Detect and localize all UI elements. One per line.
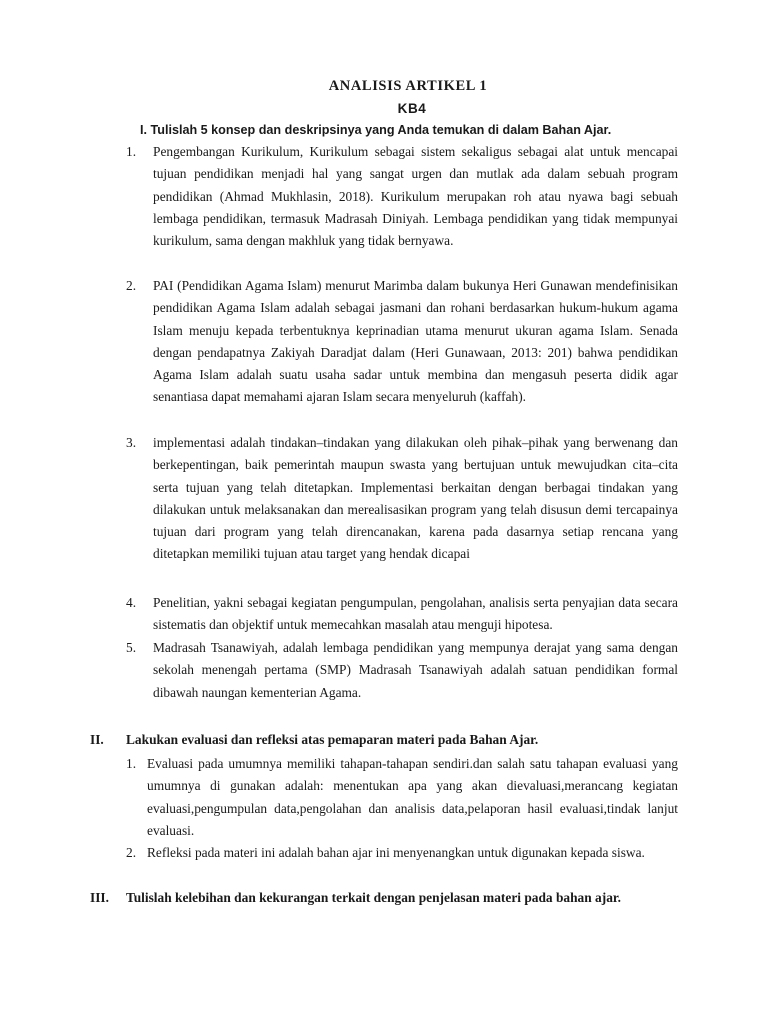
section-1-heading: I. Tulislah 5 konsep dan deskripsinya yang Anda temukan di dalam Bahan Ajar. [140, 123, 612, 137]
list-item-number: 3. [126, 435, 137, 450]
document-title: ANALISIS ARTIKEL 1 [328, 78, 488, 94]
section-3-title: Tulislah kelebihan dan kekurangan terkait dengan penjelasan materi pada bahan ajar. [126, 890, 621, 905]
list-item-text: Madrasah Tsanawiyah, adalah lembaga pendidikan yang mempunya derajat yang sama dengan sekolah menengah pertama (SMP) Madrasah Tsanawiyah adalah satuan pendidikan formal dibawah naungan kementerian Agama. [153, 640, 678, 700]
list-item-text: Penelitian, yakni sebagai kegiatan pengumpulan, pengolahan, analisis serta penyajian data secara sistematis dan objektif untuk memecahkan masalah atau menguji hipotesa. [153, 595, 678, 633]
section-2-title: Lakukan evaluasi dan refleksi atas pemaparan materi pada Bahan Ajar. [126, 732, 539, 747]
list-item-number: 1. [126, 144, 137, 159]
list-item-number: 2. [126, 278, 137, 293]
list-item-number: 5. [126, 640, 137, 655]
list-item-text: Evaluasi pada umumnya memiliki tahapan-tahapan sendiri.dan salah satu tahapan evaluasi yang umumnya di gunakan adalah: menentukan apa yang akan dievaluasi,merancang kegiatan evaluasi,pengumpulan data,pengolahan dan analisis data,pelaporan hasil evaluasi,tindak lanjut evaluasi. [147, 756, 678, 838]
list-item-text: Refleksi pada materi ini adalah bahan ajar ini menyenangkan untuk digunakan kepada siswa. [147, 845, 645, 860]
list-item-number: 4. [126, 595, 137, 610]
list-item-number: 1. [126, 756, 137, 771]
list-item-text: implementasi adalah tindakan–tindakan yang dilakukan oleh pihak–pihak yang berwenang dan berkepentingan, baik pemerintah maupun swasta yang bertujuan untuk mewujudkan cita–cita serta tujuan yang telah ditetapkan. Implementasi berkaitan dengan berbagai tindakan yang dilakukan untuk melaksanakan dan merealisasikan program yang telah disusun demi tercapainya tujuan dari program yang telah direncanakan, karena pada dasarnya setiap rencana yang ditetapkan memiliki tujuan atau target yang hendak dicapai [153, 435, 678, 562]
list-item-text: Pengembangan Kurikulum, Kurikulum sebagai sistem sekaligus sebagai alat untuk mencapai tujuan pendidikan menjadi hal yang sangat urgen dan mutlak ada dalam sebuah program pendidikan (Ahmad Mukhlasin, 2018). Kurikulum merupakan roh atau nyawa bagi sebuah lembaga pendidikan, termasuk Madrasah Diniyah. Lembaga pendidikan yang tidak mempunyai kurikulum, sama dengan makhluk yang tidak bernyawa. [153, 144, 678, 249]
document-subtitle: KB4 [397, 101, 427, 116]
list-item-number: 2. [126, 845, 137, 860]
list-item-text: PAI (Pendidikan Agama Islam) menurut Marimba dalam bukunya Heri Gunawan mendefinisikan pendidikan Agama Islam adalah sebagai jasmani dan rohani berdasarkan hukum-hukum agama Islam menuju kepada terbentuknya keprinadian utama menurut ukuran agama Islam. Senada dengan pendapatnya Zakiyah Daradjat dalam (Heri Gunawaan, 2013: 201) bahwa pendidikan Agama Islam adalah suatu usaha sadar untuk membina dan mengasuh peserta didik agar senantiasa dapat memahami ajaran Islam secara menyeluruh (kaffah). [153, 278, 678, 405]
section-3-number: III. [90, 890, 109, 905]
section-2-number: II. [90, 732, 104, 747]
